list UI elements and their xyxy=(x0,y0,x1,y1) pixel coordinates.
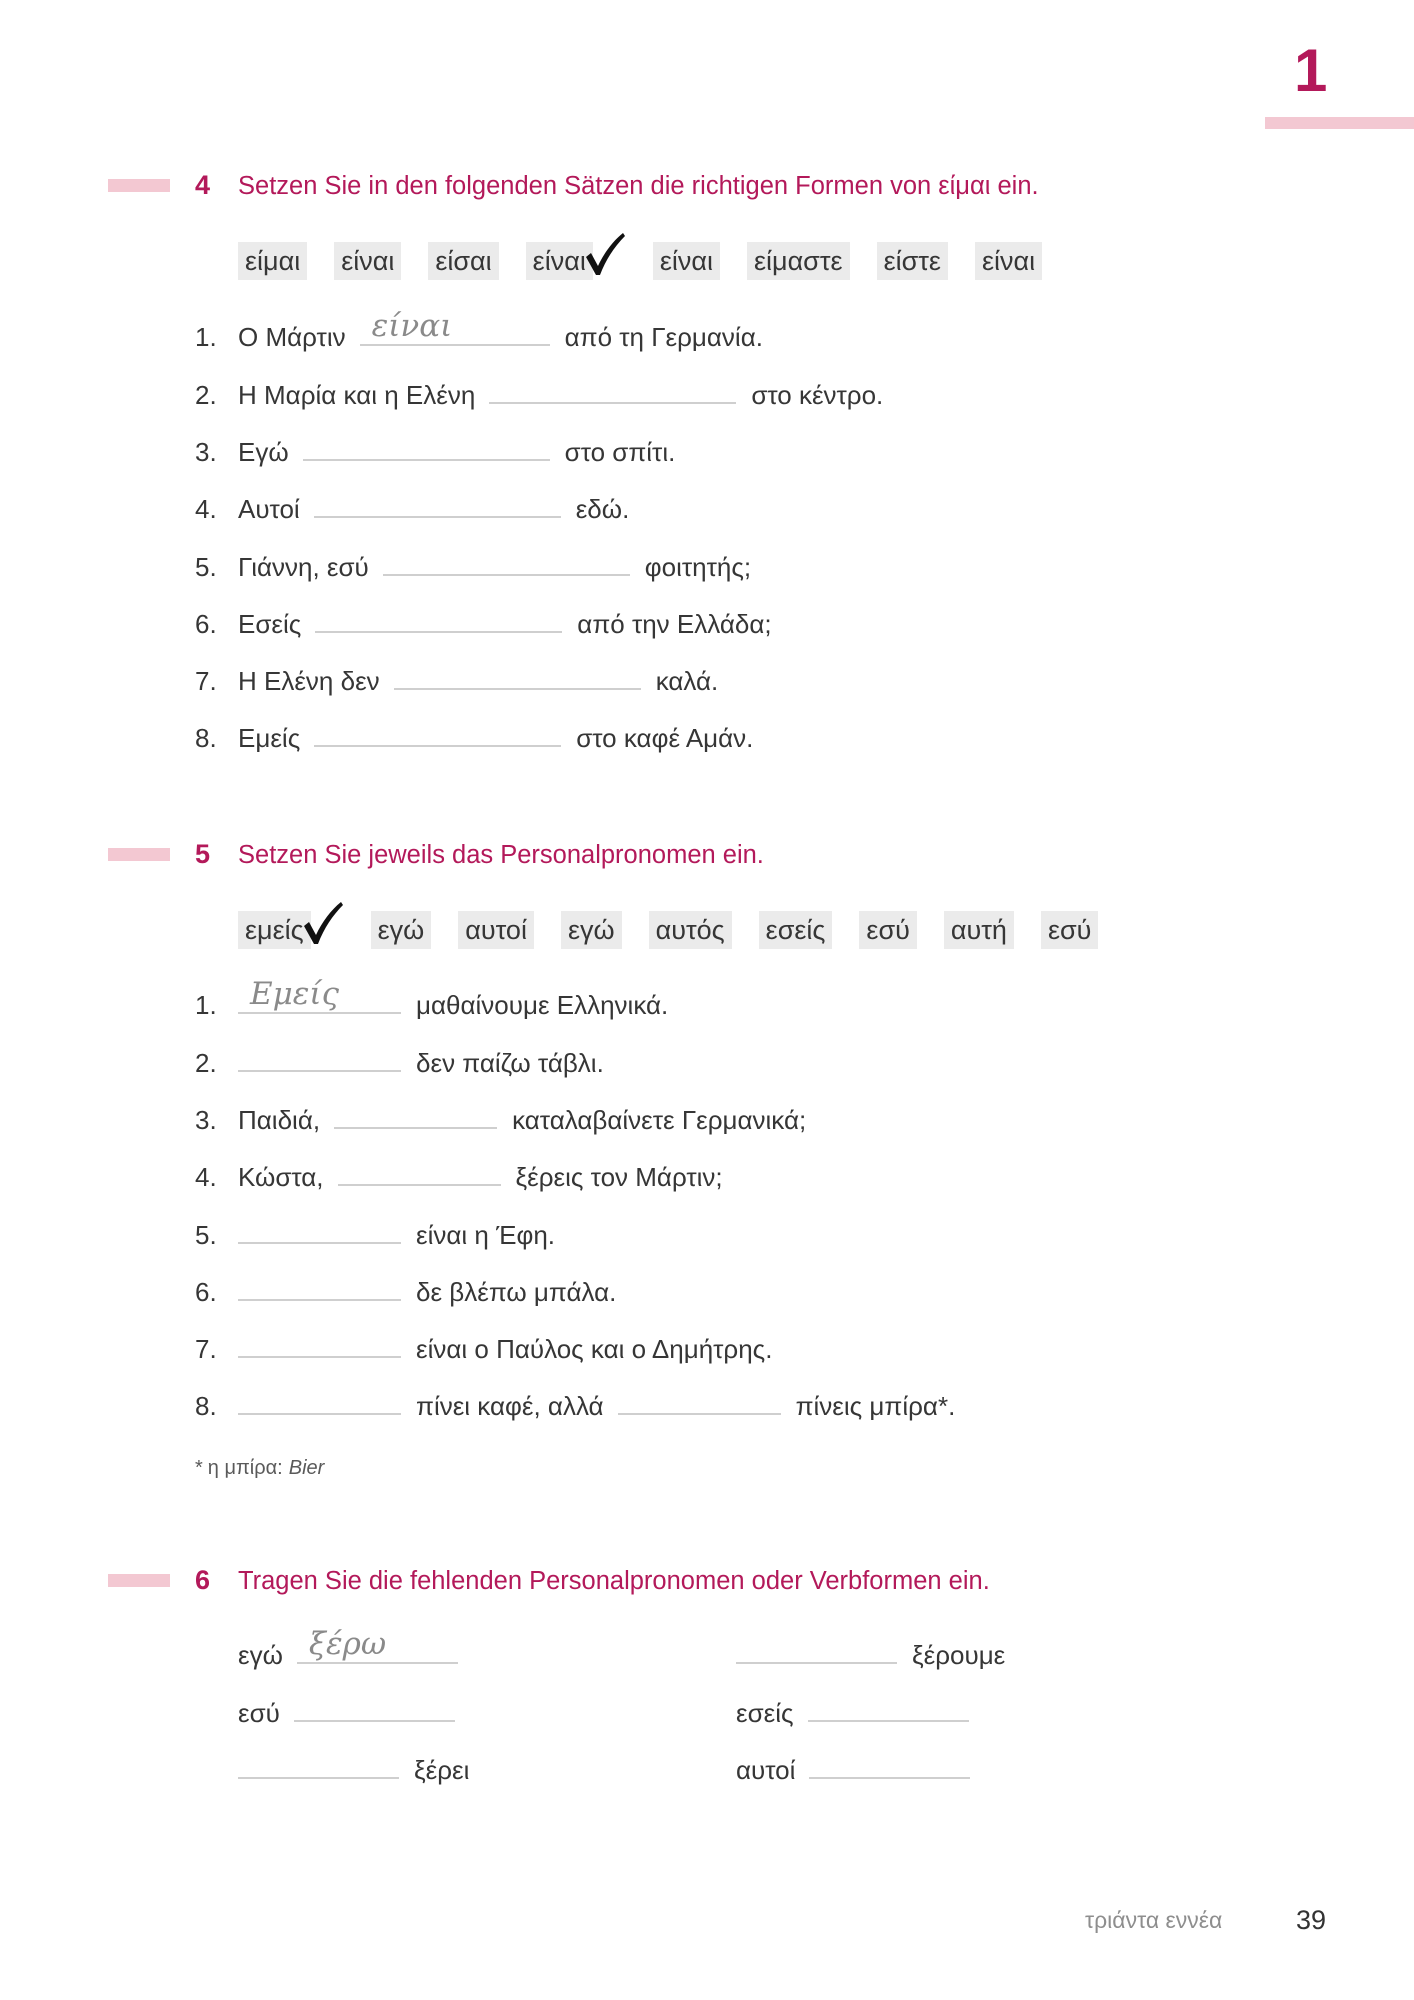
answer-blank xyxy=(315,601,562,633)
answer-blank xyxy=(238,1269,401,1301)
answer-blank xyxy=(394,658,641,690)
exercise-header xyxy=(195,165,1039,205)
chapter-number: 1 xyxy=(1294,37,1328,104)
handwritten-answer: είναι xyxy=(371,308,453,345)
chip-word: αυτή xyxy=(950,915,1007,945)
word-chip xyxy=(428,242,498,280)
chip-word: εσύ xyxy=(866,915,910,945)
sentence-text: ξέρεις τον Μάρτιν; xyxy=(515,1162,723,1193)
sentence-text: στο σπίτι. xyxy=(564,436,676,467)
item-number: 4. xyxy=(195,1162,217,1193)
answer-blank xyxy=(489,372,736,404)
word-chip xyxy=(877,242,948,280)
chip-word: είναι xyxy=(659,246,713,276)
exercise-marker-bar xyxy=(108,848,170,861)
sentence-text: ξέρουμε xyxy=(912,1640,1006,1671)
chip-word: αυτοί xyxy=(465,915,527,945)
chip-word: είσαι xyxy=(435,246,492,276)
exercise-item xyxy=(195,367,883,424)
word-chip xyxy=(759,911,833,949)
word-chip xyxy=(653,242,720,280)
conjugation-cell-left xyxy=(238,1685,470,1742)
page-number-in-words: τριάντα εννέα xyxy=(1085,1907,1223,1933)
exercise-item xyxy=(195,1378,955,1435)
chip-word: είστε xyxy=(883,246,941,276)
sentence-text: ξέρει xyxy=(414,1754,470,1785)
sentence-text: στο κέντρο. xyxy=(751,379,884,410)
answer-blank xyxy=(334,1097,497,1129)
exercise-item xyxy=(195,1092,955,1149)
word-chip xyxy=(371,911,432,949)
exercise-item xyxy=(195,1321,955,1378)
sentence-text: Ο Μάρτιν xyxy=(238,322,346,353)
exercise-item xyxy=(195,309,883,366)
sentence-text: Εγώ xyxy=(238,436,289,467)
exercise-marker-bar xyxy=(108,179,170,192)
sentence-text: εδώ. xyxy=(575,494,630,525)
item-number: 3. xyxy=(195,1104,217,1135)
answer-blank xyxy=(383,544,630,576)
item-number: 6. xyxy=(195,608,217,639)
chip-word: είναι xyxy=(341,246,395,276)
chip-word: εμείς xyxy=(245,915,304,945)
chip-word: εσείς xyxy=(765,915,826,945)
page-number: 39 xyxy=(1296,1905,1327,1935)
handwritten-answer: ξέρω xyxy=(308,1626,387,1663)
answer-blank xyxy=(303,429,550,461)
item-number: 1. xyxy=(195,990,217,1021)
word-chip xyxy=(238,242,307,280)
sentence-list xyxy=(195,309,883,767)
word-chip xyxy=(526,242,593,280)
exercise-instruction: Setzen Sie in den folgenden Sätzen die richtigen Formen von είμαι ein. xyxy=(238,172,1039,200)
word-bank xyxy=(238,911,1098,949)
answer-blank xyxy=(238,1383,401,1415)
footnote-marker: * xyxy=(195,1457,203,1479)
item-number: 1. xyxy=(195,322,217,353)
exercise-item xyxy=(195,653,883,710)
conjugation-cell-right xyxy=(736,1742,985,1799)
conjugation-cell-left xyxy=(238,1742,469,1799)
word-chip xyxy=(458,911,534,949)
exercise-instruction: Setzen Sie jeweils das Personalpronomen ein. xyxy=(238,841,764,869)
checkmark-icon xyxy=(302,900,344,946)
exercise-item xyxy=(195,539,883,596)
conjugation-table xyxy=(238,1627,1138,1799)
exercise-item xyxy=(195,977,955,1034)
item-number: 2. xyxy=(195,1047,217,1078)
sentence-text: στο καφέ Αμάν. xyxy=(576,723,754,754)
sentence-text: από την Ελλάδα; xyxy=(577,608,772,639)
answer-blank xyxy=(238,1212,401,1244)
item-number: 3. xyxy=(195,436,217,467)
sentence-text: αυτοί xyxy=(736,1754,796,1785)
answer-blank xyxy=(808,1690,969,1722)
conjugation-cell-right xyxy=(736,1685,984,1742)
exercise-item xyxy=(195,710,883,767)
word-chip xyxy=(1041,911,1098,949)
sentence-text: εσείς xyxy=(736,1697,794,1728)
sentence-list xyxy=(195,977,955,1435)
answer-blank xyxy=(238,1747,399,1779)
word-chip xyxy=(747,242,850,280)
word-bank xyxy=(238,242,1042,280)
answer-blank xyxy=(297,1626,458,1664)
chapter-tab-bar xyxy=(1265,117,1414,129)
sentence-text: εγώ xyxy=(238,1640,283,1671)
footnote xyxy=(195,1453,324,1483)
chip-word: εγώ xyxy=(377,915,425,945)
sentence-text: Κώστα, xyxy=(238,1162,324,1193)
footnote-translation: Bier xyxy=(288,1457,325,1479)
exercise-item xyxy=(195,596,883,653)
checkmark-icon xyxy=(584,231,626,277)
item-number: 7. xyxy=(195,1334,217,1365)
word-chip xyxy=(238,911,311,949)
conjugation-cell-right xyxy=(736,1627,1005,1684)
sentence-text: Παιδιά, xyxy=(238,1104,321,1135)
chip-word: είμαστε xyxy=(753,246,843,276)
exercise-item xyxy=(195,1207,955,1264)
exercise-marker-bar xyxy=(108,1574,170,1587)
answer-blank xyxy=(238,976,401,1014)
chip-word: εγώ xyxy=(567,915,615,945)
exercise-item xyxy=(195,424,883,481)
item-number: 4. xyxy=(195,494,217,525)
sentence-text: είναι ο Παύλος και ο Δημήτρης. xyxy=(416,1334,773,1365)
answer-blank xyxy=(238,1326,401,1358)
sentence-text: δεν παίζω τάβλι. xyxy=(416,1047,604,1078)
chip-word: εσύ xyxy=(1047,915,1092,945)
conjugation-row xyxy=(238,1685,1138,1742)
exercise-item xyxy=(195,1035,955,1092)
chip-word: είναι xyxy=(532,246,586,276)
handwritten-answer: Εμείς xyxy=(250,976,339,1013)
sentence-text: καλά. xyxy=(655,666,719,697)
sentence-text: Εμείς xyxy=(238,723,301,754)
exercise-item xyxy=(195,1264,955,1321)
word-chip xyxy=(334,242,401,280)
exercise-instruction: Tragen Sie die fehlenden Personalpronomen oder Verbformen ein. xyxy=(238,1567,990,1595)
sentence-text: Αυτοί xyxy=(238,494,300,525)
chip-word: είναι xyxy=(981,246,1036,276)
sentence-text: Η Ελένη δεν xyxy=(238,666,380,697)
item-number: 8. xyxy=(195,723,217,754)
word-chip xyxy=(944,911,1014,949)
word-chip xyxy=(975,242,1042,280)
footnote-term: η μπίρα: xyxy=(207,1457,283,1479)
sentence-text: δε βλέπω μπάλα. xyxy=(416,1276,617,1307)
exercise-item xyxy=(195,1149,955,1206)
item-number: 2. xyxy=(195,379,217,410)
sentence-text: Εσείς xyxy=(238,608,302,639)
exercise-number: 6 xyxy=(195,1565,211,1595)
word-chip xyxy=(859,911,916,949)
answer-blank xyxy=(809,1747,970,1779)
exercise-number: 5 xyxy=(195,839,211,869)
sentence-text: Γιάννη, εσύ xyxy=(238,551,369,582)
sentence-text: από τη Γερμανία. xyxy=(564,322,763,353)
answer-blank xyxy=(314,486,561,518)
item-number: 6. xyxy=(195,1276,217,1307)
sentence-text: καταλαβαίνετε Γερμανικά; xyxy=(512,1104,807,1135)
answer-blank xyxy=(338,1154,501,1186)
answer-blank xyxy=(294,1690,455,1722)
item-number: 8. xyxy=(195,1391,217,1422)
chip-word: είμαι xyxy=(245,246,301,276)
sentence-text: πίνεις μπίρα*. xyxy=(795,1391,956,1422)
sentence-text: πίνει καφέ, αλλά xyxy=(416,1391,604,1422)
answer-blank xyxy=(360,308,550,346)
exercise-item xyxy=(195,481,883,538)
answer-blank xyxy=(618,1383,781,1415)
word-chip xyxy=(649,911,732,949)
conjugation-row xyxy=(238,1627,1138,1684)
word-chip xyxy=(561,911,622,949)
sentence-text: είναι η Έφη. xyxy=(416,1219,556,1250)
chip-word: αυτός xyxy=(655,915,725,945)
answer-blank xyxy=(736,1632,897,1664)
conjugation-row xyxy=(238,1742,1138,1799)
item-number: 7. xyxy=(195,666,217,697)
sentence-text: φοιτητής; xyxy=(644,551,752,582)
conjugation-cell-left xyxy=(238,1627,473,1684)
exercise-number: 4 xyxy=(195,170,211,200)
sentence-text: Η Μαρία και η Ελένη xyxy=(238,379,476,410)
exercise-header xyxy=(195,1560,990,1600)
item-number: 5. xyxy=(195,1219,217,1250)
answer-blank xyxy=(314,715,561,747)
exercise-header xyxy=(195,834,764,874)
item-number: 5. xyxy=(195,551,217,582)
answer-blank xyxy=(238,1040,401,1072)
sentence-text: εσύ xyxy=(238,1697,280,1728)
sentence-text: μαθαίνουμε Ελληνικά. xyxy=(416,990,669,1021)
